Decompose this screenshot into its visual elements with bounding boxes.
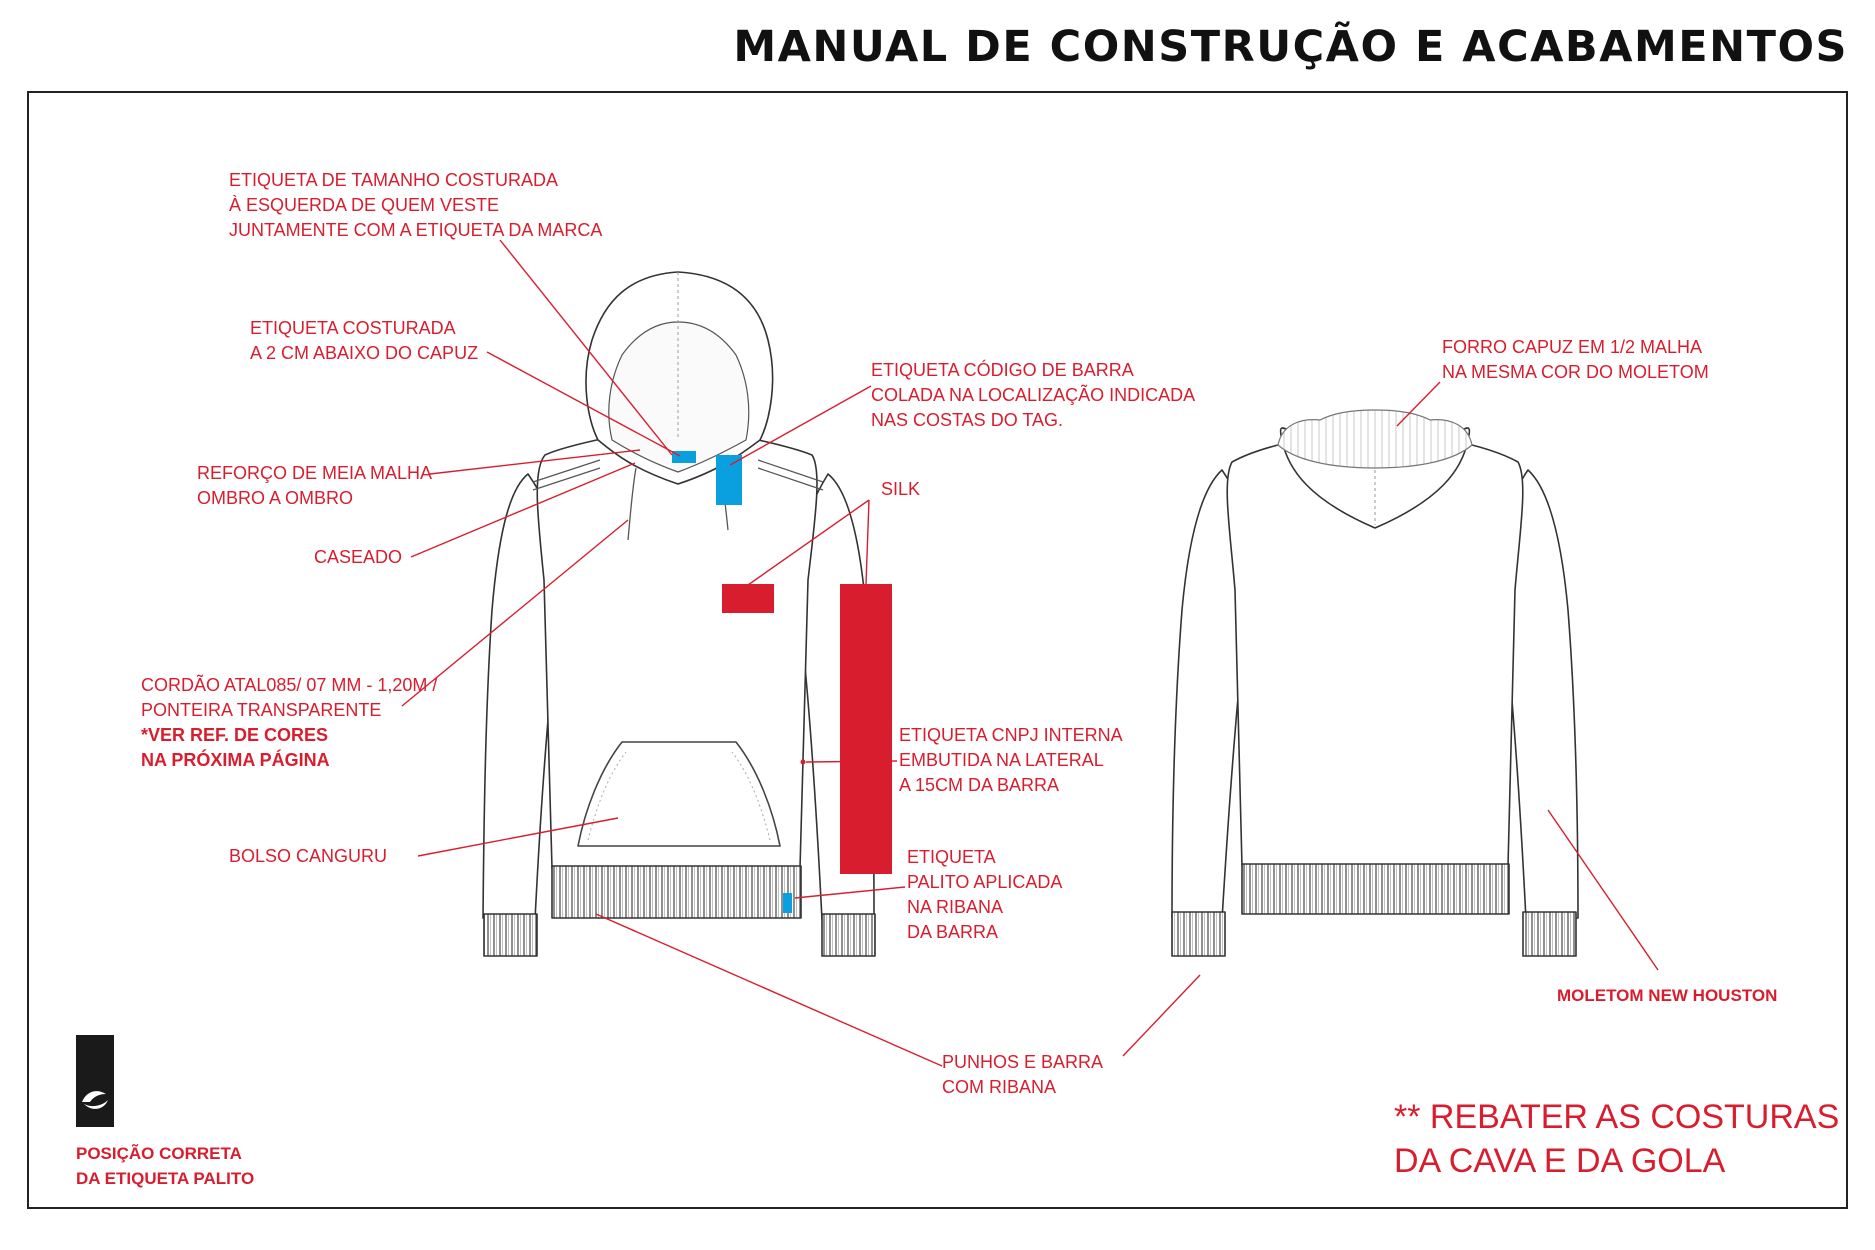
back-hem-rib — [1242, 864, 1509, 914]
front-right-cuff — [822, 914, 875, 956]
palito-tag-marker — [783, 893, 792, 913]
front-hoodie — [483, 272, 875, 956]
label-palito-position: POSIÇÃO CORRETA DA ETIQUETA PALITO — [76, 1144, 255, 1188]
brand-logo-tag — [76, 1035, 114, 1127]
page-title: MANUAL DE CONSTRUÇÃO E ACABAMENTOS — [733, 22, 1848, 72]
back-left-cuff — [1172, 912, 1225, 956]
silk-area — [722, 584, 774, 613]
back-hoodie — [1172, 410, 1578, 956]
back-right-cuff — [1523, 912, 1576, 956]
front-hem-rib — [552, 866, 801, 918]
label-hood-lining: FORRO CAPUZ EM 1/2 MALHA NA MESMA COR DO MOLETOM — [1442, 337, 1709, 382]
note-topstitch: ** REBATER AS COSTURAS DA CAVA E DA GOLA — [1394, 1098, 1840, 1180]
label-cnpj-tag: ETIQUETA CNPJ INTERNA EMBUTIDA NA LATERAL A 15CM DA BARRA — [899, 725, 1123, 795]
label-cuffs-hem: PUNHOS E BARRA COM RIBANA — [942, 1052, 1104, 1097]
size-tag-marker — [672, 451, 696, 463]
label-sewn-tag: ETIQUETA COSTURADA A 2 CM ABAIXO DO CAPUZ — [250, 318, 479, 363]
label-silk: SILK — [881, 479, 921, 499]
label-size-tag: ETIQUETA DE TAMANHO COSTURADA À ESQUERDA DE QUEM VESTE JUNTAMENTE COM A ETIQUETA DA MARCA — [229, 170, 603, 240]
label-palito-tag: ETIQUETA PALITO APLICADA NA RIBANA DA BARRA — [907, 847, 1063, 942]
barcode-tag-marker — [716, 455, 742, 505]
front-left-cuff — [484, 914, 537, 956]
label-buttonhole: CASEADO — [314, 547, 403, 567]
label-kangaroo-pocket: BOLSO CANGURU — [229, 846, 388, 866]
label-shoulder-reinforcement: REFORÇO DE MEIA MALHA OMBRO A OMBRO — [197, 463, 433, 508]
label-drawcord-note-2: NA PRÓXIMA PÁGINA — [141, 750, 330, 770]
cnpj-tag-area — [840, 584, 892, 874]
label-barcode-tag: ETIQUETA CÓDIGO DE BARRA COLADA NA LOCALIZAÇÃO INDICADA NAS COSTAS DO TAG. — [871, 360, 1196, 430]
label-drawcord-note-1: *VER REF. DE CORES — [141, 725, 329, 745]
label-drawcord: CORDÃO ATAL085/ 07 MM - 1,20M / PONTEIRA TRANSPARENTE *VER REF. DE CORES NA PRÓXIMA PÁGINA — [141, 673, 437, 773]
label-fabric: MOLETOM NEW HOUSTON — [1557, 986, 1778, 1005]
